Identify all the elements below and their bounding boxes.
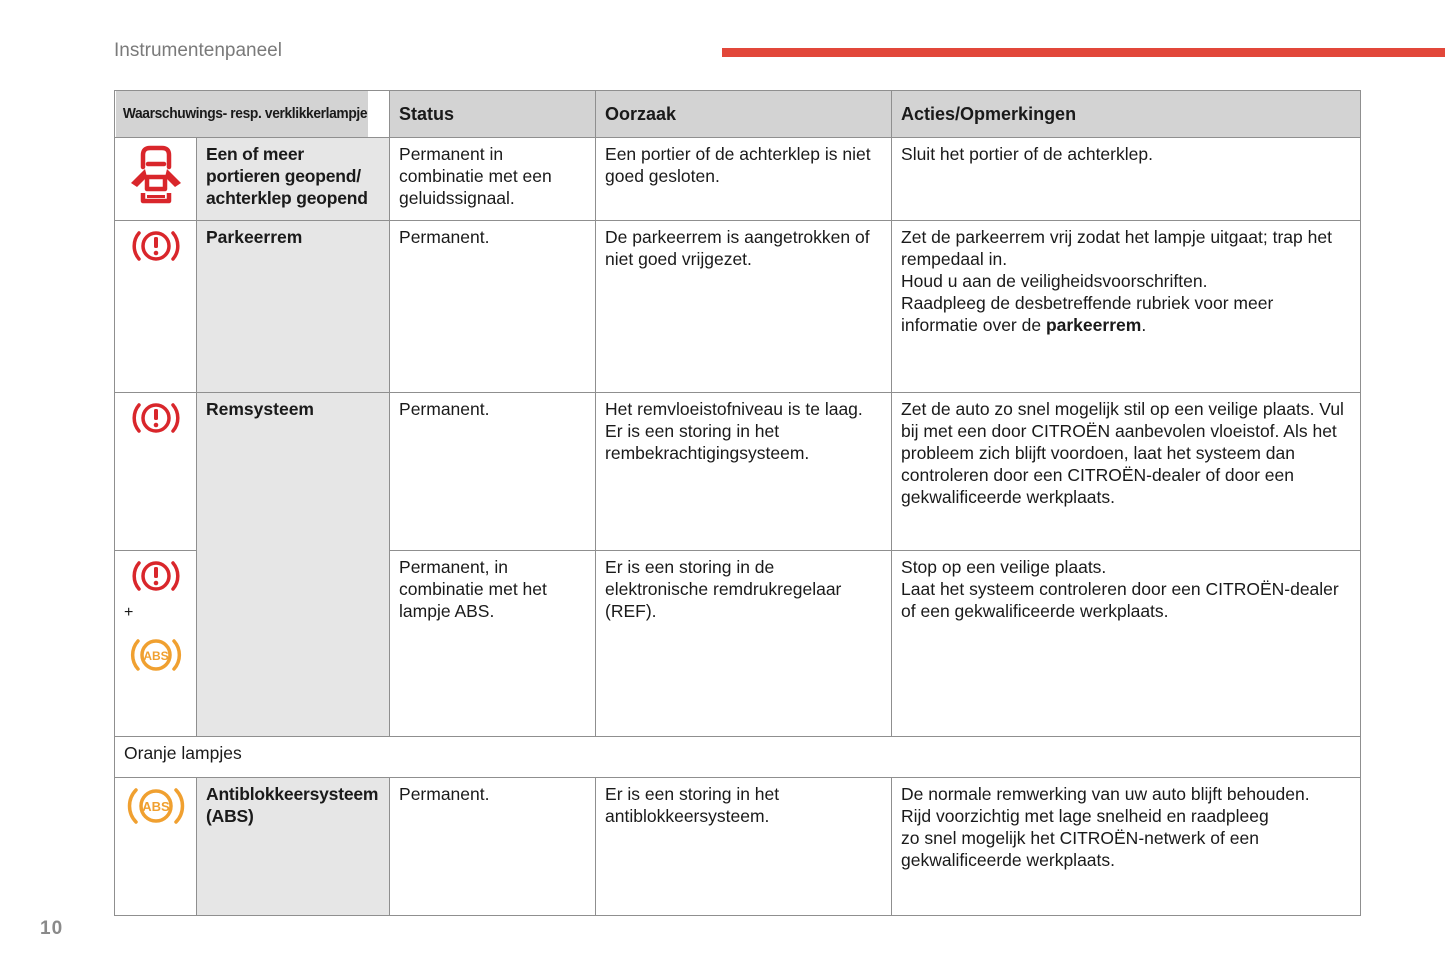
svg-text:ABS: ABS: [141, 799, 170, 814]
lamp-icon-cell: [115, 778, 197, 916]
page-number: 10: [40, 918, 64, 939]
door-open-icon: [124, 143, 187, 205]
table-row: [115, 221, 1361, 393]
lamp-name: Parkeerrem: [197, 221, 390, 393]
svg-text:ABS: ABS: [142, 649, 169, 663]
page-header-title: Instrumentenpaneel: [114, 40, 282, 61]
section-row: [115, 737, 1361, 778]
cause-cell: Er is een storing in de elektronische remdrukregelaar (REF).: [596, 551, 892, 737]
actions-cell: Zet de parkeerrem vrij zodat het lampje uitgaat; trap het rempedaal in. Houd u aan de veiligheidsvoorschriften. Raadpleeg de desbetreffende rubriek voor meer informatie over de parkeerrem.: [892, 221, 1361, 393]
table-header-row: [115, 91, 1361, 138]
lamp-name: Antiblokkeersysteem (ABS): [197, 778, 390, 916]
brake-warning-icon: [124, 226, 187, 266]
abs-icon: [124, 783, 187, 829]
lamp-icon-cell: [115, 138, 197, 221]
lamp-name: Remsysteem: [197, 393, 390, 737]
bold-term: parkeerrem: [1045, 315, 1142, 335]
plus-sign: +: [124, 604, 134, 621]
section-label-orange-lamps: Oranje lampjes: [115, 737, 1361, 778]
cause-cell: Een portier of de achterklep is niet goed gesloten.: [596, 138, 892, 221]
lamp-icon-cell: [115, 551, 197, 737]
cause-cell: Het remvloeistofniveau is te laag. Er is een storing in het rembekrachtigingsysteem.: [596, 393, 892, 551]
lamp-name: Een of meer portieren geopend/ achterklep geopend: [197, 138, 390, 221]
status-cell: Permanent in combinatie met een geluidssignaal.: [390, 138, 596, 221]
brake-warning-icon: [124, 556, 187, 596]
status-cell: Permanent.: [390, 778, 596, 916]
table-row: [115, 778, 1361, 916]
status-cell: Permanent.: [390, 393, 596, 551]
cause-cell: De parkeerrem is aangetrokken of niet goed vrijgezet.: [596, 221, 892, 393]
status-cell: Permanent, in combinatie met het lampje ABS.: [390, 551, 596, 737]
actions-cell: De normale remwerking van uw auto blijft behouden. Rijd voorzichtig met lage snelheid en raadpleeg zo snel mogelijk het CITROËN-netwerk of een gekwalificeerde werkplaats.: [892, 778, 1361, 916]
brake-warning-icon: [124, 398, 187, 438]
actions-cell: Sluit het portier of de achterklep.: [892, 138, 1361, 221]
column-header-status: Status: [390, 91, 596, 138]
column-header-actions: Acties/Opmerkingen: [892, 91, 1361, 138]
abs-icon: [124, 634, 187, 676]
table-row: [115, 393, 1361, 551]
status-cell: Permanent.: [390, 221, 596, 393]
warning-lamps-table: [114, 90, 1361, 916]
lamp-icon-cell: [115, 393, 197, 551]
actions-cell: Zet de auto zo snel mogelijk stil op een veilige plaats. Vul bij met een door CITROËN aanbevolen vloeistof. Als het probleem zich blijft voordoen, laat het systeem dan controleren door een CITROËN-dealer of door een gekwalificeerde werkplaats.: [892, 393, 1361, 551]
header-accent-bar: [722, 48, 1445, 57]
table-row: [115, 138, 1361, 221]
actions-cell: Stop op een veilige plaats. Laat het systeem controleren door een CITROËN-dealer of een gekwalificeerde werkplaats.: [892, 551, 1361, 737]
lamp-icon-cell: [115, 221, 197, 393]
column-header-lamp: Waarschuwings- resp. verklikkerlampje: [115, 91, 368, 138]
column-header-cause: Oorzaak: [596, 91, 892, 138]
cause-cell: Er is een storing in het antiblokkeersysteem.: [596, 778, 892, 916]
